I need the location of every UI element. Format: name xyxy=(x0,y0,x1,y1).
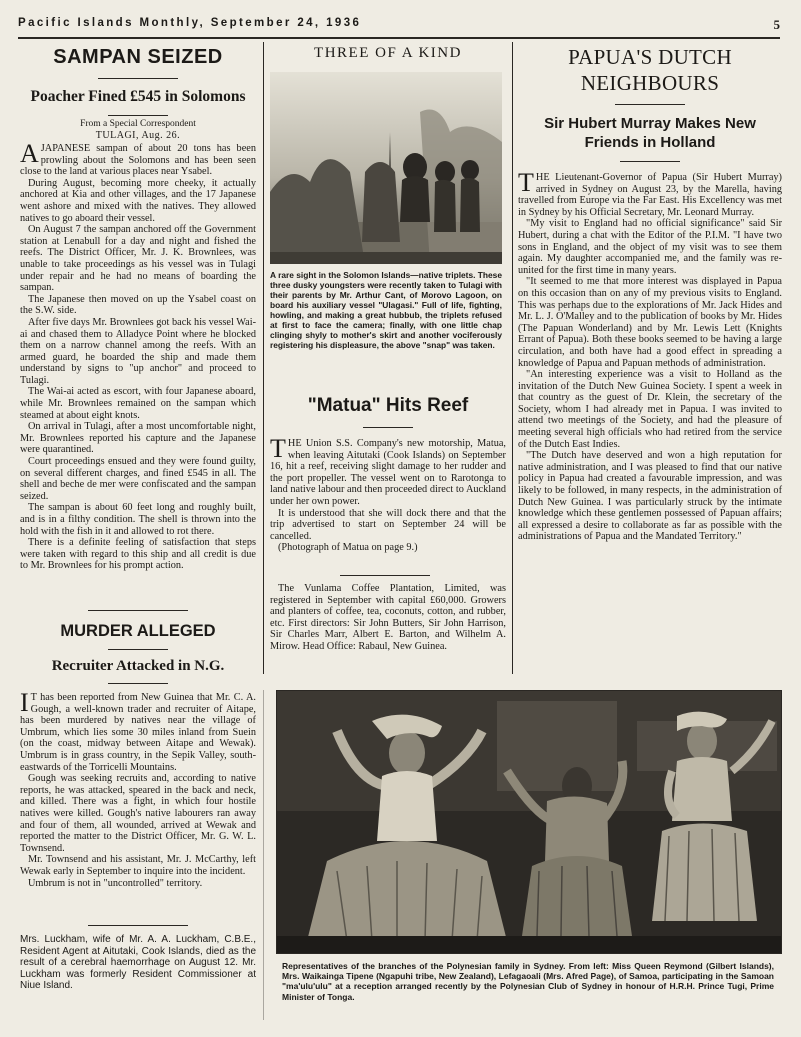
papua-subhead: Sir Hubert Murray Makes New Friends in Holland xyxy=(544,115,756,151)
dropcap: A xyxy=(20,139,39,168)
luckham-notice xyxy=(20,934,256,992)
three-headline: THREE OF A KIND xyxy=(314,45,462,61)
sampan-article xyxy=(20,44,256,572)
sampan-paragraph: During August, becoming more cheeky, it actually anchored at Kia and other villages, and the 17 Japanese went ashore and mixed with the natives. They allowed natives to go aboard their vessel. xyxy=(20,177,256,224)
luckham-text: Mrs. Luckham, wife of Mr. A. A. Luckham, C.B.E., Resident Agent at Aitutaki, Cook Islands, died as the result of a cerebral haemorrhage on August 12. Mr. Luckham was formerly Resident Commissioner at Niue Island. xyxy=(20,934,256,992)
running-header xyxy=(18,17,780,33)
section-divider xyxy=(88,925,188,926)
section-divider xyxy=(340,575,430,576)
sampan-paragraph: The Wai-ai acted as escort, with four Japanese aboard, while Mr. Brownlees remained on the sampan which steamed at about eight knots. xyxy=(20,386,256,421)
sampan-paragraph: The Japanese then moved on up the Ysabel coast on the S.W. side. xyxy=(20,293,256,317)
murder-paragraph: Umbrum is not in "uncontrolled" territory. xyxy=(28,877,203,889)
matua-paragraph: It is understood that she will dock there and that the trip advertised to start on September 24 will be cancelled. xyxy=(270,507,506,542)
papua-article xyxy=(518,44,782,543)
dropcap: T xyxy=(518,168,534,197)
headline-rule xyxy=(363,427,413,428)
column-divider-right xyxy=(512,42,513,674)
papua-paragraph: "It seemed to me that more interest was displayed in Papua on this occasion than on any of my previous visits to England. This was perhaps due to the explorations of Mr. Jack Hides and Mr. L. J. O'Malley and to the publication of books by Mr. Hides (The Papuan Wonderland) and by Mr. Lewis Lett (Knights Errant of Papua). Both these books seemed to be having a large circulation, and both have had a good effect in spreading a knowledge of Papua and Papuan methods of administration. xyxy=(518,276,782,369)
sampan-headline: SAMPAN SEIZED xyxy=(53,46,223,68)
matua-headline: "Matua" Hits Reef xyxy=(307,395,469,416)
matua-paragraph: (Photograph of Matua on page 9.) xyxy=(278,542,418,554)
subhead-rule xyxy=(620,161,680,162)
dancers-caption: Representatives of the branches of the Polynesian family in Sydney. From left: Miss Queen Reymond (Gilbert Islands), Mrs. Waikainga Tipene (Ngapuhi tribe, New Zealand), Lefagaoali (Mrs. Afred Page), of Samoa, participating in the Samoan "ma'ulu'ulu" at a reception arranged recently by the Polynesian Club of Sydney in honour of H.R.H. Prince Tugi, Prime Minister of Tonga. xyxy=(282,961,774,1002)
sampan-paragraph: There is a definite feeling of satisfaction that steps were taken with regard to this ship and all credit is due to Mr. Brownlees for his prompt action. xyxy=(20,537,256,572)
subhead-rule xyxy=(108,115,168,116)
matua-article xyxy=(270,395,506,554)
sampan-paragraph: On arrival in Tulagi, after a most uncomfortable night, Mr. Brownlees reported his capture and the Japanese were quarantined. xyxy=(20,421,256,456)
subhead-rule xyxy=(108,683,168,684)
page-number: 5 xyxy=(773,17,780,32)
papua-body xyxy=(518,168,782,543)
vunlama-text: The Vunlama Coffee Plantation, Limited, was registered in September with capital £60,000. Growers and planters of coffee, tea, coconuts, cotton, and rubber, etc. First directors: Sir John Butters, Sir John Harrison, Sir Charles Marr, Albert E. Barton, and Wilhelm A. Mirow. Head Office: Rabaul, New Guinea. xyxy=(270,583,506,652)
sampan-body xyxy=(20,139,256,572)
headline-rule xyxy=(98,78,178,79)
triplets-photo xyxy=(270,72,502,264)
murder-article xyxy=(20,622,256,889)
murder-headline: MURDER ALLEGED xyxy=(60,622,216,640)
triplets-caption-box xyxy=(270,270,502,350)
sampan-byline: From a Special Correspondent xyxy=(80,119,196,129)
dancers-photo-art xyxy=(277,691,781,953)
sampan-paragraph: The sampan is about 60 feet long and roughly built, and is in a filthy condition. The shell is thrown into the hold with the fish in it and allowed to rot there. xyxy=(20,502,256,537)
dancers-caption-box xyxy=(282,961,774,1002)
triplets-caption: A rare sight in the Solomon Islands—native triplets. These three dusky youngsters were recently taken to Tulagi with their parents by Mr. Arthur Cant, of Morovo Lagoon, on board his auxiliary vessel "Ulagasi." Full of life, fighting, howling, and making a great hubbub, the triplets refused at first to face the camera; finally, with one little chap clinging shyly to mother's skirt and another vociferously registering his displeasure, the above "snap" was taken. xyxy=(270,270,502,350)
murder-body xyxy=(20,688,256,889)
triplets-photo-art xyxy=(270,72,502,264)
section-divider xyxy=(88,610,188,611)
sampan-paragraph: Court proceedings ensued and they were found guilty, on several different charges, and fined £545 in all. The shell and beche de mer were confiscated and the sampan seized. xyxy=(20,456,256,502)
sampan-paragraph: On August 7 the sampan anchored off the Government station at Lenabull for a day and night and fished the reefs. The District Officer, Mr. J. K. Brownlees, was unable to take proceedings as his vessel was in Tulagi under repair and he had no means of boarding the sampan. xyxy=(20,224,256,294)
murder-paragraph: I T has been reported from New Guinea that Mr. C. A. Gough, a well-known trader and recruiter of Aitape, has been murdered by natives near the village of Umbrum, which lies some 30 miles inland from Suein (on the coast, midway between Aitape and Wewak). Umbrum is in grass country, in the Sepik Valley, south-eastwards of the Torricelli Mountains. xyxy=(20,688,256,773)
matua-body xyxy=(270,434,506,554)
papua-paragraph: "My visit to England had no official significance" said Sir Hubert, during a chat with the Editor of the P.I.M. "I have two sons in England, and the object of my visit was to see them again. My daughter accompanied me, and the family was re-united for the first time in many years. xyxy=(518,218,782,276)
column-divider-left xyxy=(263,42,264,674)
polynesian-dancers-photo xyxy=(276,690,782,954)
dropcap: T xyxy=(270,434,286,463)
header-rule xyxy=(18,37,780,39)
murder-paragraph: Gough was seeking recruits and, according to native reports, he was attacked, speared in the back and neck, and killed. There was a fight, in which four hostile natives were killed. Gough's native labourers ran away and four of them, all wounded, arrived at Wewak and reported the matter to the District Officer, Mr. G. W. L. Townsend. xyxy=(20,773,256,854)
sampan-paragraph: AJAPANESE sampan of about 20 tons has been prowling about the Solomons and has been seen close to the land at various places near Ysabel. xyxy=(20,139,256,178)
headline-rule xyxy=(108,649,168,650)
murder-subhead: Recruiter Attacked in N.G. xyxy=(51,658,225,674)
papua-paragraph: "The Dutch have deserved and won a high reputation for native administration, and I was pleased to find that our native policy in Papua had created a favourable impression, and was likely to be followed, in many respects, in the administration of Dutch New Guinea. I was particularly struck by the intimate knowledge which these gentlemen possessed of Papuan affairs; all expressed a desire to collaborate as far as possible with the administrations of Papua and the Mandated Territory." xyxy=(518,450,782,543)
papua-headline: PAPUA'S DUTCH NEIGHBOURS xyxy=(568,45,732,95)
sampan-dateline: TULAGI, Aug. 26. xyxy=(95,130,181,141)
three-of-a-kind xyxy=(270,45,506,62)
dropcap: I xyxy=(20,688,29,717)
murder-paragraph: Mr. Townsend and his assistant, Mr. J. McCarthy, left Wewak early in September to inquire into the incident. xyxy=(20,854,256,877)
sampan-subhead: Poacher Fined £545 in Solomons xyxy=(30,88,246,105)
headline-rule xyxy=(615,104,685,105)
vunlama-notice xyxy=(270,583,506,653)
papua-paragraph: "An interesting experience was a visit to Holland as the invitation of the Dutch New Guinea Society. I spent a week in that country as the guest of Dr. Klein, the secretary of the Society, whom I had already met in Papua. I was invited to attend two meetings of the Society, and had the pleasure of meeting several high officials who had retired from the service of the Dutch East Indies. xyxy=(518,369,782,450)
column-divider-bottom-left xyxy=(263,690,264,1020)
sampan-paragraph: After five days Mr. Brownlees got back his vessel Wai-ai and chased them to Alladyce Point where he blocked them on a narrow channel among the reefs. With an armed guard, he boarded the ship and made them understand by signs to "up anchor" and proceed to Tulagi. xyxy=(20,316,256,386)
matua-paragraph: THE Union S.S. Company's new motorship, Matua, when leaving Aitutaki (Cook Islands) on September 16, hit a reef, receiving slight damage to her rudder and the port propeller. The vessel went on to Rarotonga to land native labour and then proceeded direct to Auckland under her own power. xyxy=(270,434,506,507)
papua-paragraph: THE Lieutenant-Governor of Papua (Sir Hubert Murray) arrived in Sydney on August 23, by the Marella, having travelled from Europe via the Far East. His Excellency was met in Sydney by his Official Secretary, Mr. Leonard Murray. xyxy=(518,168,782,218)
publication-line: Pacific Islands Monthly, September 24, 1936 xyxy=(18,17,362,29)
